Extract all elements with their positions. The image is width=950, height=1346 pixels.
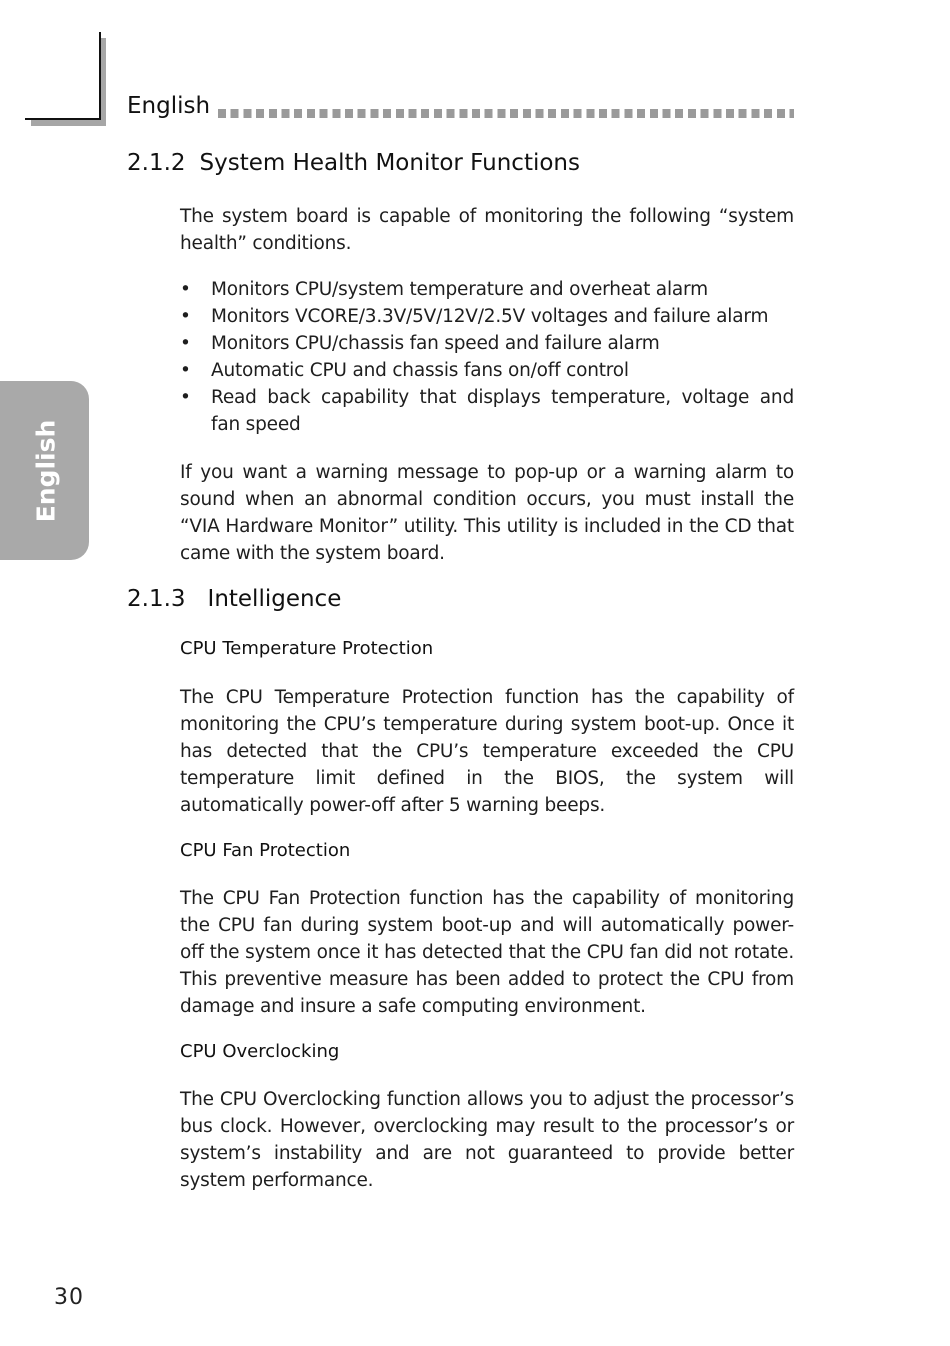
side-tab-label: English	[31, 419, 61, 523]
subheading-cpu-overclocking: CPU Overclocking	[180, 1041, 340, 1062]
section-heading-2-1-2	[127, 150, 580, 176]
corner-mark-shadow	[31, 120, 106, 126]
list-item: • Monitors CPU/system temperature and overheat alarm	[180, 276, 794, 303]
section-title: Intelligence	[207, 586, 342, 612]
list-item: • Automatic CPU and chassis fans on/off control	[180, 357, 794, 384]
intro-paragraph: The system board is capable of monitoring the following “system health” conditions.	[180, 206, 794, 254]
section-number: 2.1.2	[127, 150, 186, 176]
bullet-icon: •	[180, 387, 191, 408]
subheading-cpu-temperature-protection: CPU Temperature Protection	[180, 638, 434, 659]
header-dot-rule	[218, 109, 794, 118]
bullet-icon: •	[180, 360, 191, 381]
cpu-fan-protection-body: The CPU Fan Protection function has the capability of monitoring the CPU fan during system boot-up and will automatically power-off the system once it has detected that the CPU fan did not rotate. This preventive measure has been added to protect the CPU from damage and insure a safe computing environment.	[180, 888, 794, 1017]
corner-mark	[25, 118, 101, 120]
list-item: • Read back capability that displays temperature, voltage and fan speed	[180, 384, 794, 438]
list-item: • Monitors VCORE/3.3V/5V/12V/2.5V voltages and failure alarm	[180, 303, 794, 330]
list-item: • Monitors CPU/chassis fan speed and failure alarm	[180, 330, 794, 357]
health-conditions-list	[180, 276, 794, 438]
section-number: 2.1.3	[127, 586, 186, 612]
page-number: 30	[54, 1285, 84, 1310]
cpu-temperature-protection-body: The CPU Temperature Protection function has the capability of monitoring the CPU’s temperature during system boot-up. Once it has detected that the CPU’s temperature exceeded the CPU temperature limit defined in the BIOS, the system will automatically power-off after 5 warning beeps.	[180, 687, 794, 816]
bullet-icon: •	[180, 279, 191, 300]
subheading-cpu-fan-protection: CPU Fan Protection	[180, 840, 351, 861]
cpu-overclocking-body: The CPU Overclocking function allows you to adjust the processor’s bus clock. However, overclocking may result to the processor’s or system’s instability and are not guaranteed to provide better system performance.	[180, 1089, 794, 1191]
section-heading-2-1-3	[127, 586, 341, 612]
bullet-icon: •	[180, 333, 191, 354]
corner-mark	[99, 32, 101, 120]
section-title: System Health Monitor Functions	[199, 150, 580, 176]
bullet-icon: •	[180, 306, 191, 327]
running-header-title: English	[127, 93, 211, 119]
hardware-monitor-note: If you want a warning message to pop-up or a warning alarm to sound when an abnormal condition occurs, you must install the “VIA Hardware Monitor” utility. This utility is included in the CD that came with the system board.	[180, 462, 794, 564]
